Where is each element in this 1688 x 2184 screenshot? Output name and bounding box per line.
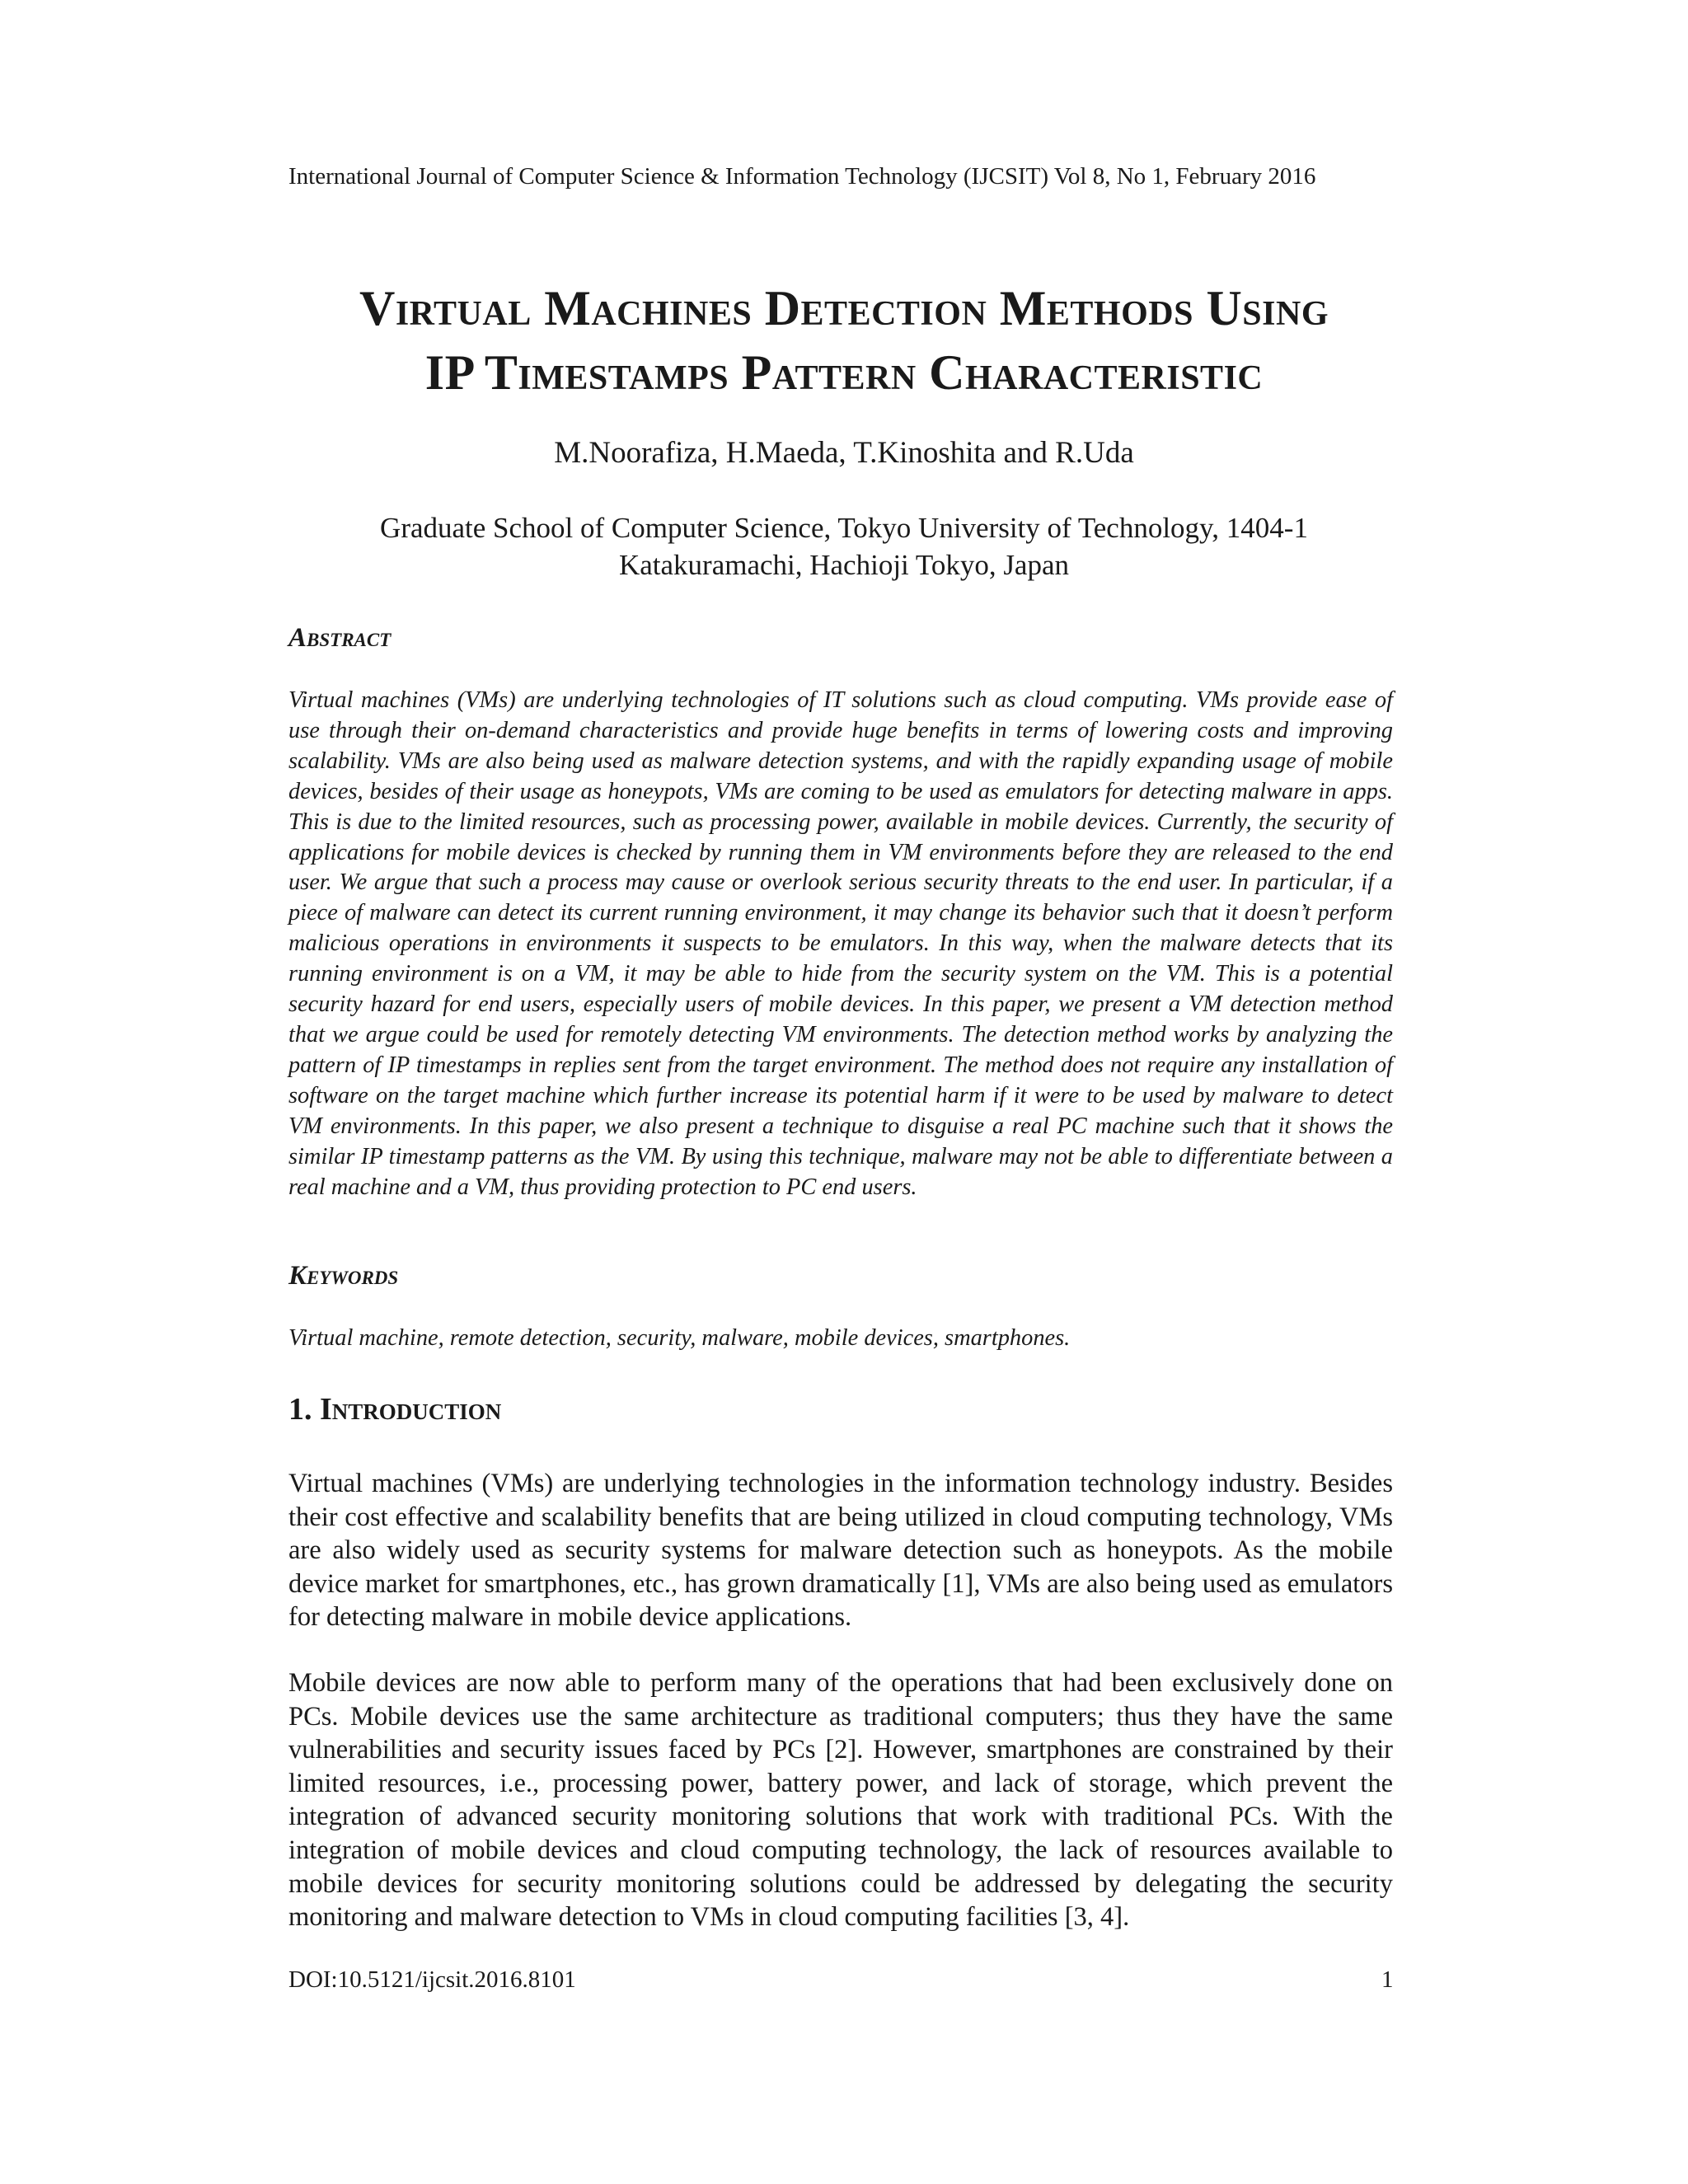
running-header: International Journal of Computer Science & Information Technology (IJCSIT) Vol 8, No 1, February 2016 [288,163,1316,190]
doi-footer: DOI:10.5121/ijcsit.2016.8101 [288,1966,576,1993]
abstract-text: Virtual machines (VMs) are underlying technologies of IT solutions such as cloud computing. VMs provide ease of use through their on-demand characteristics and provide huge benefits in terms of lowering costs and improving scalability. VMs are also being used as malware detection systems, and with the rapidly expanding usage of mobile devices, besides of their usage as honeypots, VMs are coming to be used as emulators for detecting malware in apps. This is due to the limited resources, such as processing power, available in mobile devices. Currently, the security of applications for mobile devices is checked by running them in VM environments before they are released to the end user. We argue that such a process may cause or overlook serious security threats to the end user. In particular, if a piece of malware can detect its current running environment, it may change its behavior such that it doesn’t perform malicious operations in environments it suspects to be emulators. In this way, when the malware detects that its running environment is on a VM, it may be able to hide from the security system on the VM. This is a potential security hazard for end users, especially users of mobile devices. In this paper, we present a VM detection method that we argue could be used for remotely detecting VM environments. The detection method works by analyzing the pattern of IP timestamps in replies sent from the target environment. The method does not require any installation of software on the target machine which further increase its potential harm if it were to be used by malware to detect VM environments. In this paper, we also present a technique to disguise a real PC machine such that it shows the similar IP timestamp patterns as the VM. By using this technique, malware may not be able to differentiate between a real machine and a VM, thus providing protection to PC end users. [288,687,1393,1200]
affiliation-line-2: Katakuramachi, Hachioji Tokyo, Japan [618,549,1070,581]
keywords-heading: Keywords [288,1261,399,1291]
keywords-text: Virtual machine, remote detection, security, malware, mobile devices, smartphones. [288,1325,1071,1351]
introduction-paragraph-2: Mobile devices are now able to perform many of the operations that had been exclusively done on PCs. Mobile devices use the same architecture as traditional computers; thus they have the same vulnerabilities and security issues faced by PCs [2]. However, smartphones are constrained by their limited resources, i.e., processing power, battery power, and lack of storage, which prevent the integration of advanced security monitoring solutions that work with traditional PCs. With the integration of mobile devices and cloud computing technology, the lack of resources available to mobile devices for security monitoring solutions could be addressed by delegating the security monitoring and malware detection to VMs in cloud computing facilities [3, 4]. [288,1668,1393,1933]
page-number: 1 [1381,1966,1394,1993]
paper-title [247,276,1441,405]
author-list: M.Noorafiza, H.Maeda, T.Kinoshita and R.Uda [554,436,1134,470]
title-line-2: IP Timestamps Pattern Characteristic [424,345,1264,400]
affiliation-line-1: Graduate School of Computer Science, Tokyo University of Technology, 1404-1 [380,512,1308,544]
affiliation [272,509,1416,583]
introduction-heading: 1. Introduction [288,1392,502,1427]
introduction-paragraph-1: Virtual machines (VMs) are underlying technologies in the information technology industry. Besides their cost effective and scalability benefits that are being utilized in cloud computing technology, VMs are also widely used as security systems for malware detection such as honeypots. As the mobile device market for smartphones, etc., has grown dramatically [1], VMs are also being used as emulators for detecting malware in mobile device applications. [288,1469,1393,1633]
title-line-1: Virtual Machines Detection Methods Using [359,281,1329,335]
abstract-heading: Abstract [288,623,392,653]
